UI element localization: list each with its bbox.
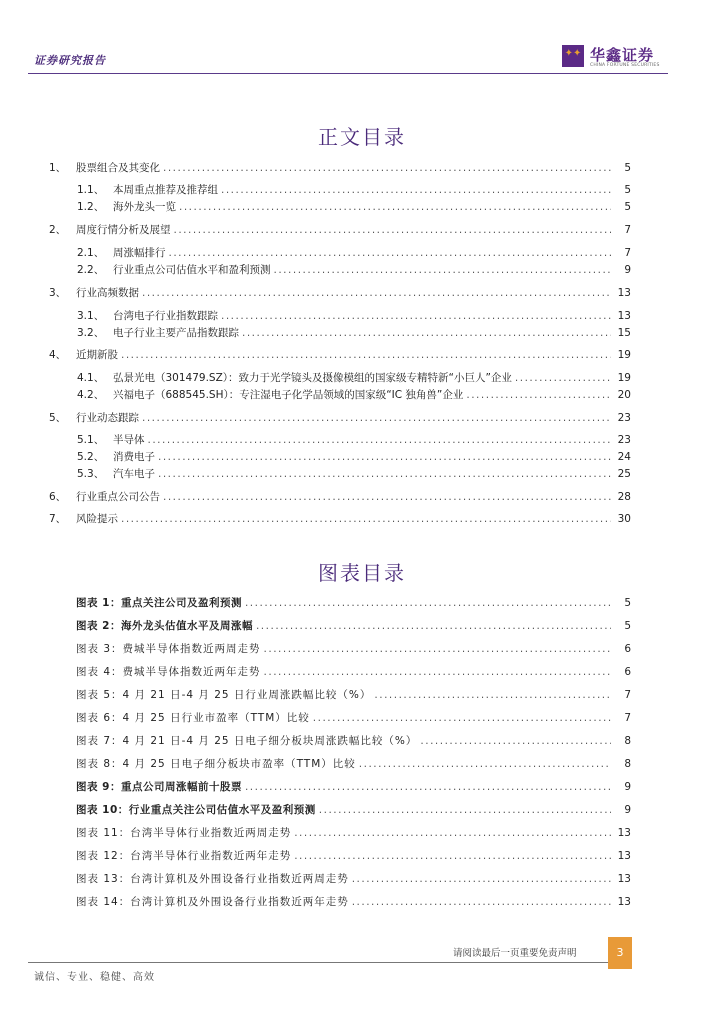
figure-page-number: 5: [624, 597, 631, 609]
figure-title: 图表 5：4 月 21 日-4 月 25 日行业周涨跌幅比较（%）: [76, 689, 372, 701]
figure-title: 图表 14：台湾计算机及外围设备行业指数近两年走势: [76, 896, 349, 908]
page-number-badge: [608, 937, 632, 969]
figure-list-heading: 图表目录: [318, 561, 406, 585]
toc-section-row[interactable]: [49, 286, 631, 300]
figure-leader-dots: [319, 803, 611, 817]
toc-number: 6、: [49, 491, 67, 503]
figure-leader-dots: [245, 780, 611, 794]
figure-list-row[interactable]: [76, 826, 631, 840]
figure-page-number: 13: [617, 873, 631, 885]
toc-number: 4、: [49, 349, 67, 361]
figure-page-number: 13: [617, 896, 631, 908]
toc-page-number: 25: [617, 468, 631, 480]
toc-title: 弘景光电（301479.SZ）：致力于光学镜头及摄像模组的国家级专精特新“小巨人”企业: [113, 372, 512, 384]
figure-leader-dots: [352, 872, 611, 886]
toc-leader-dots: [148, 433, 612, 447]
toc-title: 周涨幅排行: [113, 247, 166, 259]
toc-section-row[interactable]: [49, 512, 631, 526]
toc-page-number: 5: [624, 184, 631, 196]
toc-title: 兴福电子（688545.SH）：专注湿电子化学品领域的国家级“IC 独角兽”企业: [113, 389, 464, 401]
toc-number: 2.2、: [77, 264, 105, 276]
toc-number: 2、: [49, 224, 67, 236]
toc-number: 5.2、: [77, 451, 105, 463]
figure-page-number: 8: [624, 735, 631, 747]
footer-divider: [28, 962, 608, 963]
figure-title: 图表 10：行业重点关注公司估值水平及盈利预测: [76, 804, 316, 816]
report-type-label: 证券研究报告: [34, 54, 106, 67]
toc-leader-dots: [174, 223, 612, 237]
figure-leader-dots: [256, 619, 611, 633]
toc-subsection-row[interactable]: [77, 467, 631, 481]
figure-list-row[interactable]: [76, 642, 631, 656]
page-number: 3: [616, 946, 624, 959]
figure-leader-dots: [245, 596, 611, 610]
toc-subsection-row[interactable]: [77, 371, 631, 385]
toc-number: 2.1、: [77, 247, 105, 259]
figure-title: 图表 8：4 月 25 日电子细分板块市盈率（TTM）比较: [76, 758, 356, 770]
figure-leader-dots: [420, 734, 611, 748]
figure-leader-dots: [264, 665, 611, 679]
toc-title: 行业重点公司公告: [76, 491, 160, 503]
figure-list-row[interactable]: [76, 711, 631, 725]
figure-list-row[interactable]: [76, 665, 631, 679]
toc-title: 股票组合及其变化: [76, 162, 160, 174]
figure-title: 图表 6：4 月 25 日行业市盈率（TTM）比较: [76, 712, 310, 724]
figure-page-number: 7: [624, 712, 631, 724]
disclaimer-note: 请阅读最后一页重要免责声明: [453, 948, 577, 959]
brand-logo: [562, 44, 670, 70]
page-header: [0, 0, 724, 78]
toc-leader-dots: [142, 411, 611, 425]
toc-leader-dots: [515, 371, 611, 385]
toc-leader-dots: [466, 388, 611, 402]
toc-title: 消费电子: [113, 451, 155, 463]
figure-title: 图表 13：台湾计算机及外围设备行业指数近两周走势: [76, 873, 349, 885]
figure-title: 图表 12：台湾半导体行业指数近两年走势: [76, 850, 292, 862]
toc-title: 海外龙头一览: [113, 201, 176, 213]
figure-leader-dots: [352, 895, 611, 909]
toc-number: 1.2、: [77, 201, 105, 213]
toc-subsection-row[interactable]: [77, 326, 631, 340]
toc-leader-dots: [169, 246, 612, 260]
toc-leader-dots: [158, 450, 611, 464]
toc-leader-dots: [142, 286, 611, 300]
figure-page-number: 9: [624, 781, 631, 793]
toc-number: 7、: [49, 513, 67, 525]
toc-page-number: 30: [617, 513, 631, 525]
figure-list-row[interactable]: [76, 849, 631, 863]
toc-title: 汽车电子: [113, 468, 155, 480]
toc-page-number: 20: [617, 389, 631, 401]
figure-page-number: 8: [624, 758, 631, 770]
toc-number: 5.3、: [77, 468, 105, 480]
figure-leader-dots: [264, 642, 611, 656]
figure-list-row[interactable]: [76, 734, 631, 748]
toc-title: 行业重点公司估值水平和盈利预测: [113, 264, 271, 276]
toc-title: 半导体: [113, 434, 145, 446]
figure-list-row[interactable]: [76, 619, 631, 633]
toc-title: 行业动态跟踪: [76, 412, 139, 424]
figure-page-number: 7: [624, 689, 631, 701]
figure-list-row[interactable]: [76, 688, 631, 702]
figure-list-row[interactable]: [76, 757, 631, 771]
figure-page-number: 13: [617, 850, 631, 862]
figure-page-number: 6: [624, 643, 631, 655]
toc-page-number: 13: [617, 287, 631, 299]
toc-number: 3.1、: [77, 310, 105, 322]
figure-list-row[interactable]: [76, 895, 631, 909]
toc-title: 行业高频数据: [76, 287, 139, 299]
toc-leader-dots: [242, 326, 611, 340]
toc-number: 1、: [49, 162, 67, 174]
figure-title: 图表 1：重点关注公司及盈利预测: [76, 597, 242, 609]
company-motto: 诚信、专业、稳健、高效: [34, 972, 155, 983]
toc-section-row[interactable]: [49, 223, 631, 237]
toc-title: 台湾电子行业指数跟踪: [113, 310, 218, 322]
toc-title: 电子行业主要产品指数跟踪: [113, 327, 239, 339]
toc-title: 近期新股: [76, 349, 118, 361]
toc-subsection-row[interactable]: [77, 183, 631, 197]
toc-section-row[interactable]: [49, 348, 631, 362]
toc-page-number: 24: [617, 451, 631, 463]
toc-number: 4.2、: [77, 389, 105, 401]
toc-leader-dots: [179, 200, 611, 214]
figure-leader-dots: [294, 826, 611, 840]
toc-subsection-row[interactable]: [77, 309, 631, 323]
toc-title: 本周重点推荐及推荐组: [113, 184, 218, 196]
toc-number: 3、: [49, 287, 67, 299]
brand-logo-icon: ✦✦: [562, 45, 584, 67]
toc-leader-dots: [163, 490, 611, 504]
toc-subsection-row[interactable]: [77, 388, 631, 402]
figure-leader-dots: [374, 688, 611, 702]
figure-list-row[interactable]: [76, 596, 631, 610]
toc-page-number: 23: [617, 434, 631, 446]
figure-leader-dots: [359, 757, 611, 771]
toc-subsection-row[interactable]: [77, 246, 631, 260]
header-divider: [28, 73, 668, 74]
toc-page-number: 5: [624, 162, 631, 174]
toc-section-row[interactable]: [49, 411, 631, 425]
toc-leader-dots: [274, 263, 612, 277]
figure-title: 图表 9：重点公司周涨幅前十股票: [76, 781, 242, 793]
figure-list-row[interactable]: [76, 872, 631, 886]
toc-number: 5.1、: [77, 434, 105, 446]
toc-page-number: 23: [617, 412, 631, 424]
toc-number: 5、: [49, 412, 67, 424]
toc-subsection-row[interactable]: [77, 433, 631, 447]
figure-page-number: 6: [624, 666, 631, 678]
figure-leader-dots: [313, 711, 611, 725]
figure-title: 图表 7：4 月 21 日-4 月 25 日电子细分板块周涨跌幅比较（%）: [76, 735, 418, 747]
figure-page-number: 9: [624, 804, 631, 816]
toc-page-number: 7: [624, 224, 631, 236]
toc-subsection-row[interactable]: [77, 450, 631, 464]
toc-leader-dots: [158, 467, 611, 481]
toc-page-number: 9: [624, 264, 631, 276]
brand-name: 华鑫证券: [590, 46, 655, 64]
toc-leader-dots: [221, 183, 611, 197]
toc-number: 1.1、: [77, 184, 105, 196]
toc-leader-dots: [163, 161, 611, 175]
toc-leader-dots: [121, 348, 611, 362]
toc-page-number: 7: [624, 247, 631, 259]
figure-list-row[interactable]: [76, 803, 631, 817]
toc-heading: 正文目录: [318, 125, 406, 149]
toc-number: 3.2、: [77, 327, 105, 339]
toc-page-number: 5: [624, 201, 631, 213]
figure-title: 图表 2：海外龙头估值水平及周涨幅: [76, 620, 253, 632]
figure-title: 图表 11：台湾半导体行业指数近两周走势: [76, 827, 292, 839]
toc-page-number: 19: [617, 349, 631, 361]
figure-leader-dots: [294, 849, 611, 863]
toc-section-row[interactable]: [49, 161, 631, 175]
toc-number: 4.1、: [77, 372, 105, 384]
toc-title: 风险提示: [76, 513, 118, 525]
toc-page-number: 13: [617, 310, 631, 322]
figure-page-number: 5: [624, 620, 631, 632]
figure-page-number: 13: [617, 827, 631, 839]
toc-page-number: 28: [617, 491, 631, 503]
toc-section-row[interactable]: [49, 490, 631, 504]
figure-title: 图表 3：费城半导体指数近两周走势: [76, 643, 261, 655]
toc-subsection-row[interactable]: [77, 200, 631, 214]
toc-subsection-row[interactable]: [77, 263, 631, 277]
toc-title: 周度行情分析及展望: [76, 224, 171, 236]
toc-page-number: 15: [617, 327, 631, 339]
toc-leader-dots: [221, 309, 611, 323]
figure-title: 图表 4：费城半导体指数近两年走势: [76, 666, 261, 678]
brand-subtitle: CHINA FORTUNE SECURITIES: [590, 63, 660, 68]
toc-page-number: 19: [617, 372, 631, 384]
figure-list-row[interactable]: [76, 780, 631, 794]
toc-leader-dots: [121, 512, 611, 526]
